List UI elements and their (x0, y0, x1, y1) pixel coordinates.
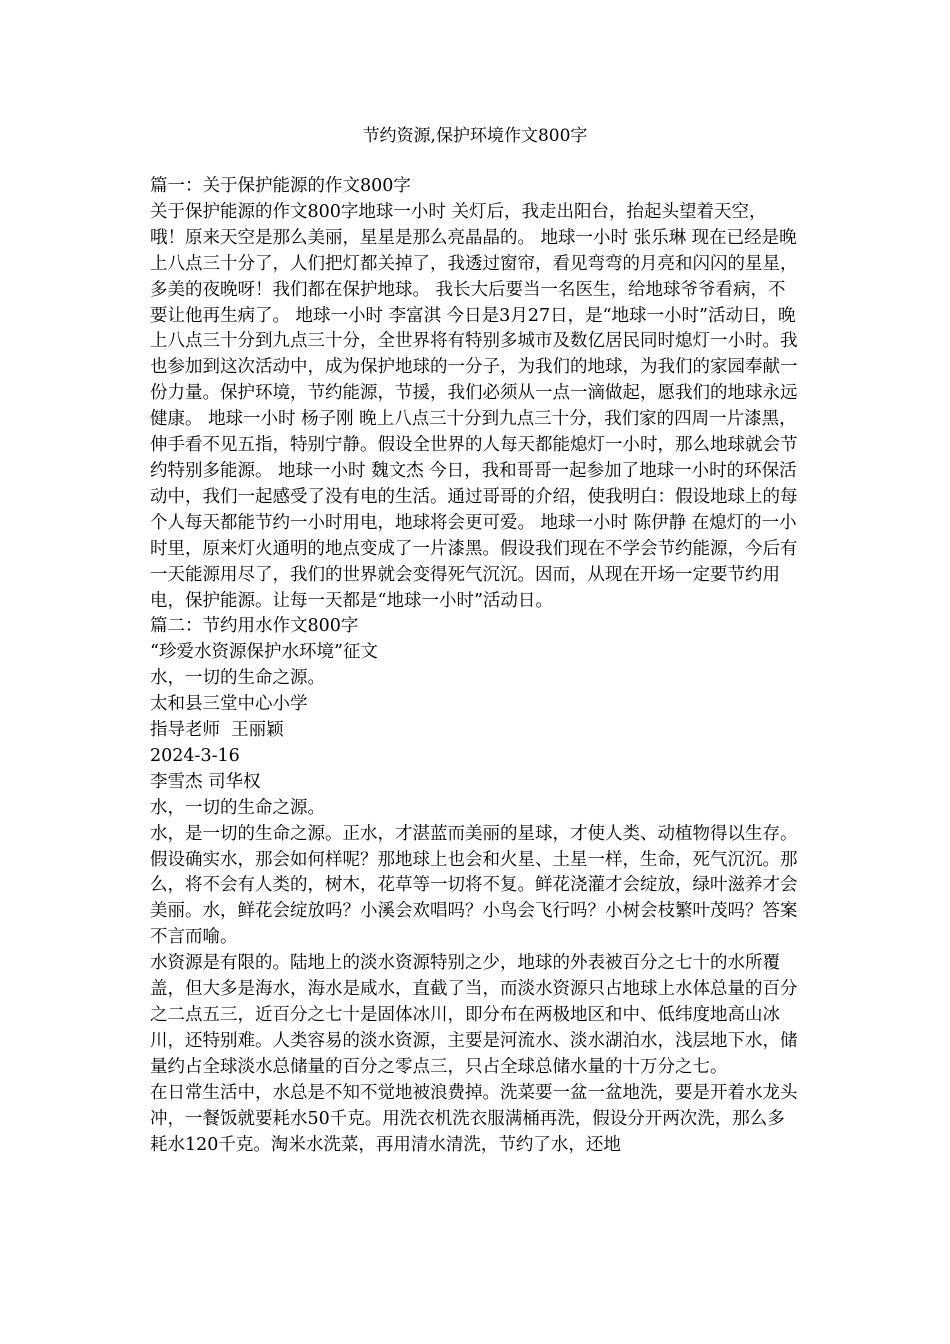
essay-subtitle-line: 水，一切的生命之源。 (150, 797, 325, 818)
authors-line: 李雪杰 司华权 (150, 771, 261, 792)
section-heading-1: 篇一：关于保护能源的作文800字 (150, 176, 411, 196)
essay-contest-line: “珍爱水资源保护水环境”征文 (150, 642, 378, 663)
school-line: 太和县三堂中心小学 (150, 694, 308, 715)
paragraph-limited-resources: 水资源是有限的。陆地上的淡水资源特别之少，地球的外表被百分之七十的水所覆盖，但大多是海水，海水是咸水，直截了当，而淡水资源只占地球上水体总量的百分之二点五三，近百分之七十是固体冰川，即分布在两极地区和中、低纬度地高山冰川，还特别难。人类容易的淡水资源，主要是河流水、淡水湖泊水，浅层地下水，储量约占全球淡水总储量的百分之零点三，只占全球总储水量的十万分之七。 (150, 953, 798, 1077)
paragraph-energy-essay: 关于保护能源的作文800字地球一小时 关灯后，我走出阳台，抬起头望着天空，哦！原来天空是那么美丽，星星是那么亮晶晶的。 地球一小时 张乐琳 现在已经是晚上八点三十分了，人们把灯都关掉了，我透过窗帘，看见弯弯的月亮和闪闪的星星，多美的夜晚呀！我们都在保护地球。 我长大后要当一名医生，给地球爷爷看病，不要让他再生病了。 地球一小时 李富淇 今日是3月27日，是“地球一小时”活动日，晚上八点三十分到九点三十分，全世界将有特别多城市及数亿居民同时熄灯一小时。我也参加到这次活动中，成为保护地球的一分子，为我们的地球，为我们的家园奉献一份力量。保护环境，节约能源，节援，我们必须从一点一滴做起，愿我们的地球永远健康。 地球一小时 杨子刚 晚上八点三十分到九点三十分，我们家的四周一片漆黑，伸手看不见五指，特别宁静。假设全世界的人每天都能熄灯一小时，那么地球就会节约特别多能源。 地球一小时 魏文杰 今日，我和哥哥一起参加了地球一小时的环保活动中，我们一起感受了没有电的生活。通过哥哥的介绍，使我明白：假设地球上的每个人每天都能节约一小时用电，地球将会更可爱。 地球一小时 陈伊静 在熄灯的一小时里，原来灯火通明的地点变成了一片漆黑。假设我们现在不学会节约能源，今后有一天能源用尽了，我们的世界就会变得死气沉沉。因而，从现在开场一定要节约用电，保护能源。让每一天都是“地球一小时”活动日。 (150, 201, 798, 611)
document-title: 节约资源,保护环境作文800字 (362, 126, 588, 146)
paragraph-water-intro: 水，是一切的生命之源。正水，才湛蓝而美丽的星球，才使人类、动植物得以生存。 (150, 823, 798, 844)
paragraph-daily-waste: 在日常生活中，水总是不知不觉地被浪费掉。洗菜要一盆一盆地洗，要是开着水龙头冲，一餐饭就要耗水50千克。用洗衣机洗衣服满桶再洗，假设分开两次洗，那么多耗水120千克。淘米水洗菜，再用清水清洗，节约了水，还地 (150, 1082, 798, 1155)
paragraph-without-water: 假设确实水，那会如何样呢？那地球上也会和火星、土星一样，生命，死气沉沉。那么，将不会有人类的，树木，花草等一切将不复。鲜花浇灌才会绽放，绿叶滋养才会美丽。水，鲜花会绽放吗？小溪会欢唱吗？小鸟会飞行吗？小树会枝繁叶茂吗？答案不言而喻。 (150, 849, 798, 948)
date-line: 2024-3-16 (150, 745, 240, 766)
essay-title-line: 水，一切的生命之源。 (150, 668, 325, 689)
section-heading-2: 篇二：节约用水作文800字 (150, 616, 359, 637)
teacher-line: 指导老师 王丽颖 (150, 720, 284, 741)
document-body (150, 174, 800, 1158)
